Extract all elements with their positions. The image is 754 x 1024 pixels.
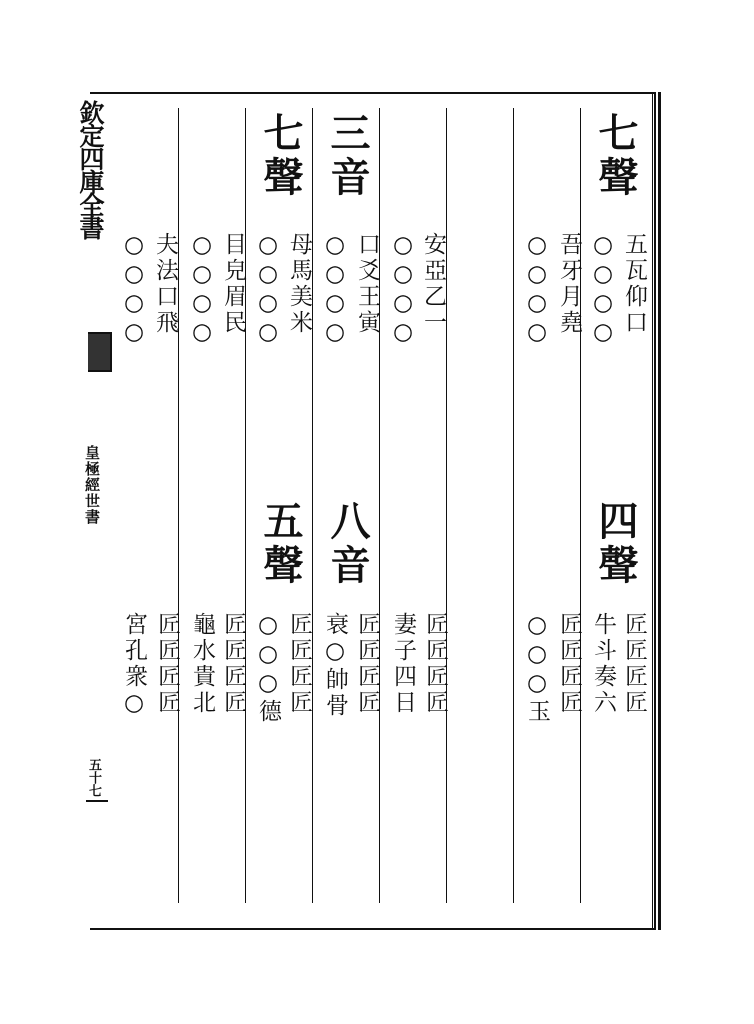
fishtail-mark bbox=[88, 332, 112, 372]
column-top-text: ○○○○ bbox=[189, 232, 215, 348]
column-top-text: ○○○○ bbox=[322, 232, 348, 348]
column-bottom-text: 匠匠匠匠 bbox=[354, 612, 380, 716]
column-bottom-text: 宮孔衆○ bbox=[121, 612, 147, 719]
column-top-text: ○○○○ bbox=[524, 232, 550, 348]
column-bottom-text: 匠匠匠匠 bbox=[286, 612, 312, 716]
section-heading: 四聲 bbox=[592, 500, 639, 588]
column-top-text: 口爻王寅 bbox=[354, 232, 380, 336]
section-heading: 八音 bbox=[324, 500, 371, 588]
column-top-text: 五瓦仰口 bbox=[621, 232, 647, 336]
column-rule bbox=[580, 108, 581, 903]
page-frame-edge bbox=[652, 92, 661, 930]
column-rule bbox=[446, 108, 447, 903]
gutter-page-number: 五十七 bbox=[86, 758, 101, 797]
section-heading: 七聲 bbox=[257, 112, 304, 200]
column-rule bbox=[178, 108, 179, 903]
column-bottom-text: 匠匠匠匠 bbox=[556, 612, 582, 716]
column-top-text: ○○○○ bbox=[255, 232, 281, 348]
column-bottom-text: ○○○玉 bbox=[524, 612, 550, 725]
column-top-text: 母馬美米 bbox=[286, 232, 312, 336]
gutter-title: 欽定四庫全書 bbox=[76, 100, 105, 238]
column-bottom-text: 衰○帥骨 bbox=[322, 612, 348, 719]
page-frame bbox=[90, 92, 656, 930]
column-bottom-text: 牛斗奏六 bbox=[590, 612, 616, 716]
section-heading: 三音 bbox=[324, 112, 371, 200]
column-top-text: 吾牙月堯 bbox=[556, 232, 582, 336]
column-rule bbox=[513, 108, 514, 903]
column-bottom-text: 匠匠匠匠 bbox=[422, 612, 448, 716]
column-bottom-text: 匠匠匠匠 bbox=[154, 612, 180, 716]
column-rule bbox=[312, 108, 313, 903]
column-rule bbox=[379, 108, 380, 903]
column-bottom-text: ○○○德 bbox=[255, 612, 281, 725]
section-heading: 七聲 bbox=[592, 112, 639, 200]
section-heading: 五聲 bbox=[257, 500, 304, 588]
column-top-text: 夫法口飛 bbox=[152, 232, 178, 336]
column-top-text: 安亞乙一 bbox=[420, 232, 446, 336]
column-rule bbox=[245, 108, 246, 903]
column-top-text: ○○○○ bbox=[390, 232, 416, 348]
column-top-text: ○○○○ bbox=[590, 232, 616, 348]
column-bottom-text: 匠匠匠匠 bbox=[621, 612, 647, 716]
column-top-text: ○○○○ bbox=[121, 232, 147, 348]
column-bottom-text: 匠匠匠匠 bbox=[220, 612, 246, 716]
column-top-text: 目皃眉民 bbox=[220, 232, 246, 336]
gutter-rule bbox=[86, 800, 108, 802]
column-bottom-text: 龜水貴北 bbox=[189, 612, 215, 716]
gutter-book-name: 皇極經世書 bbox=[83, 445, 101, 525]
column-bottom-text: 妻子四日 bbox=[390, 612, 416, 716]
